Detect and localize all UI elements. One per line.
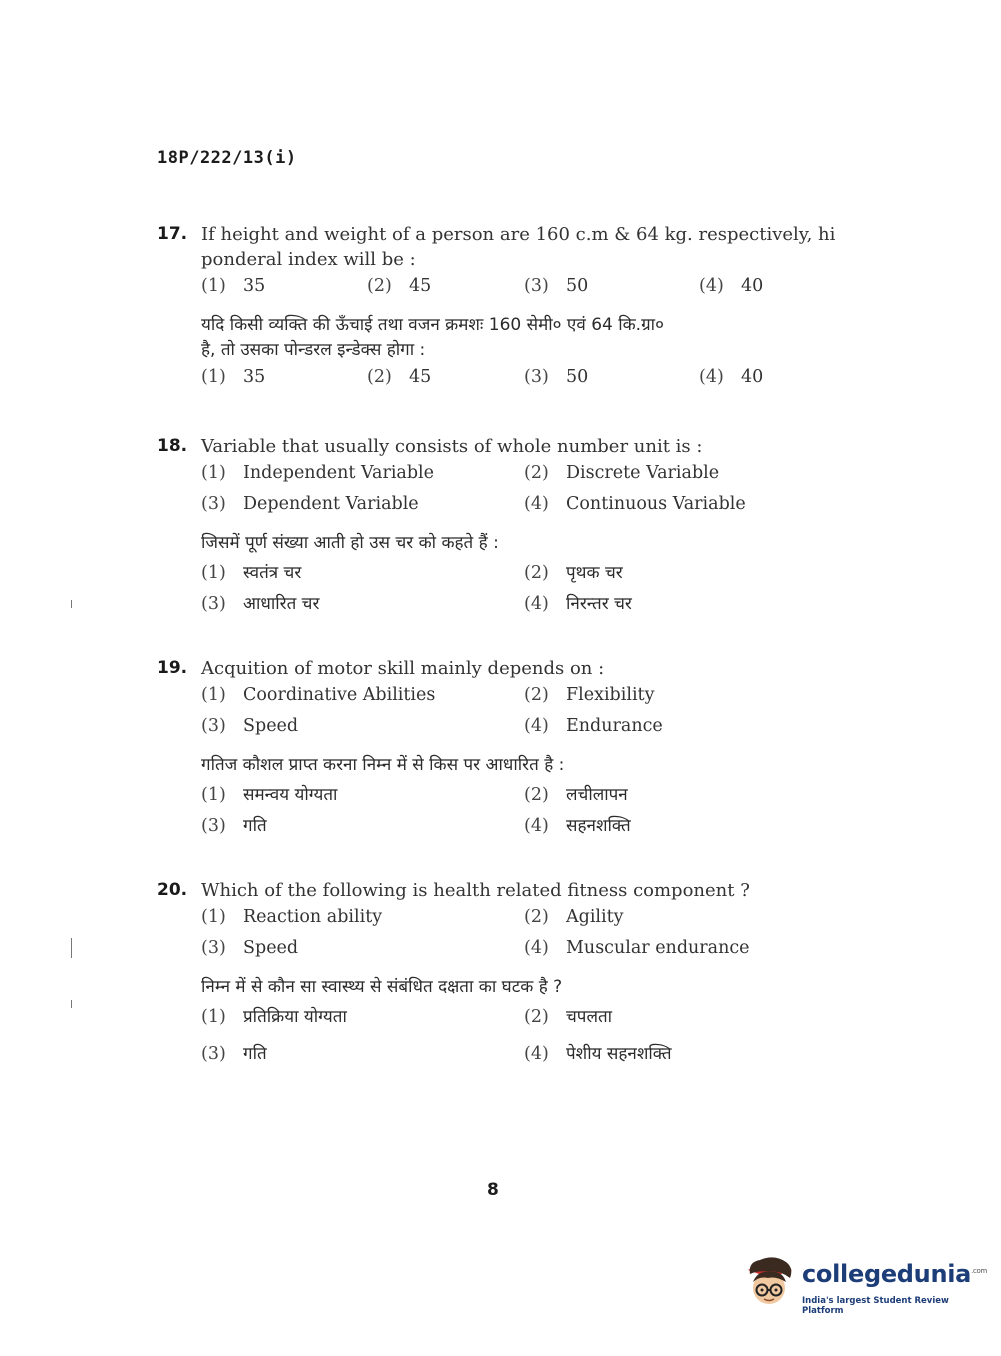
option-4: (4) Continuous Variable: [524, 494, 746, 514]
option-1: (1) 35: [201, 367, 266, 387]
option-1: (1) Independent Variable: [201, 463, 435, 483]
en-options: [201, 681, 857, 743]
question-text: [157, 878, 857, 903]
en-options: [201, 459, 857, 521]
option-4: (4) 40: [699, 367, 764, 387]
option-3: (3) गति: [201, 1044, 267, 1064]
question-hi-line-1: गतिज कौशल प्राप्त करना निम्न में से किस पर आधारित है :: [201, 755, 565, 775]
question-text: [157, 434, 857, 459]
question-19: [157, 656, 857, 840]
hi-options: [201, 1000, 857, 1069]
option-3: (3) Dependent Variable: [201, 494, 419, 514]
option-2: (2) चपलता: [524, 1007, 613, 1027]
option-1: (1) Reaction ability: [201, 907, 383, 927]
option-4: (4) सहनशक्ति: [524, 816, 631, 836]
option-1: (1) Coordinative Abilities: [201, 685, 436, 705]
option-1: (1) स्वतंत्र चर: [201, 563, 302, 583]
question-en-line-1: Variable that usually consists of whole number unit is :: [201, 436, 703, 457]
option-3: (3) 50: [524, 367, 589, 387]
scan-mark: [71, 1000, 72, 1008]
question-text: [157, 656, 857, 681]
option-3: (3) Speed: [201, 716, 299, 736]
option-4: (4) Muscular endurance: [524, 938, 750, 958]
option-3: (3) 50: [524, 276, 589, 296]
collegedunia-logo: [740, 1248, 988, 1318]
question-17: [157, 222, 857, 394]
hi-options: [201, 778, 857, 840]
option-3: (3) आधारित चर: [201, 594, 320, 614]
question-18: [157, 434, 857, 618]
question-en-line-2: ponderal index will be :: [201, 249, 416, 270]
en-options: [201, 903, 857, 965]
page-number: 8: [487, 1180, 499, 1200]
hi-options: [201, 556, 857, 618]
option-3: (3) गति: [201, 816, 267, 836]
option-1: (1) समन्वय योग्यता: [201, 785, 338, 805]
option-3: (3) Speed: [201, 938, 299, 958]
option-4: (4) पेशीय सहनशक्ति: [524, 1044, 672, 1064]
mascot-icon: [740, 1248, 800, 1312]
question-number: 18.: [157, 436, 188, 456]
question-number: 17.: [157, 224, 188, 244]
question-text: [157, 222, 857, 272]
option-2: (2) Discrete Variable: [524, 463, 720, 483]
option-2: (2) पृथक चर: [524, 563, 623, 583]
question-hi-line-2: है, तो उसका पोन्डरल इन्डेक्स होगा :: [201, 340, 426, 360]
option-2: (2) लचीलापन: [524, 785, 628, 805]
option-4: (4) Endurance: [524, 716, 663, 736]
scan-mark: [71, 600, 72, 608]
option-2: (2) 45: [367, 367, 432, 387]
question-hi-line-1: यदि किसी व्यक्ति की ऊँचाई तथा वजन क्रमशः 160 सेमी० एवं 64 कि.ग्रा०: [201, 315, 664, 335]
logo-wordmark: collegedunia$^{.com}$: [802, 1260, 988, 1288]
option-1: (1) 35: [201, 276, 266, 296]
option-4: (4) निरन्तर चर: [524, 594, 632, 614]
option-2: (2) Agility: [524, 907, 624, 927]
question-hi-text: [157, 975, 857, 1000]
question-hi-line-1: जिसमें पूर्ण संख्या आती हो उस चर को कहते हैं :: [201, 533, 499, 553]
option-1: (1) प्रतिक्रिया योग्यता: [201, 1007, 347, 1027]
question-hi-line-1: निम्न में से कौन सा स्वास्थ्य से संबंधित दक्षता का घटक है ?: [201, 977, 563, 997]
question-en-line-1: Acquition of motor skill mainly depends on :: [201, 658, 605, 679]
option-2: (2) 45: [367, 276, 432, 296]
hi-options: [201, 363, 857, 394]
question-hi-text: [157, 313, 857, 363]
question-hi-text: [157, 531, 857, 556]
scan-mark: [71, 938, 72, 958]
paper-code: 18P/222/13(i): [157, 148, 297, 168]
en-options: [201, 272, 857, 303]
question-number: 20.: [157, 880, 188, 900]
question-20: [157, 878, 857, 1069]
question-en-line-1: Which of the following is health related fitness component ?: [201, 880, 750, 901]
option-2: (2) Flexibility: [524, 685, 655, 705]
question-number: 19.: [157, 658, 188, 678]
logo-tagline: India's largest Student Review Platform: [802, 1296, 949, 1316]
question-hi-text: [157, 753, 857, 778]
option-4: (4) 40: [699, 276, 764, 296]
question-en-line-1: If height and weight of a person are 160 c.m & 64 kg. respectively, hi: [201, 224, 836, 245]
